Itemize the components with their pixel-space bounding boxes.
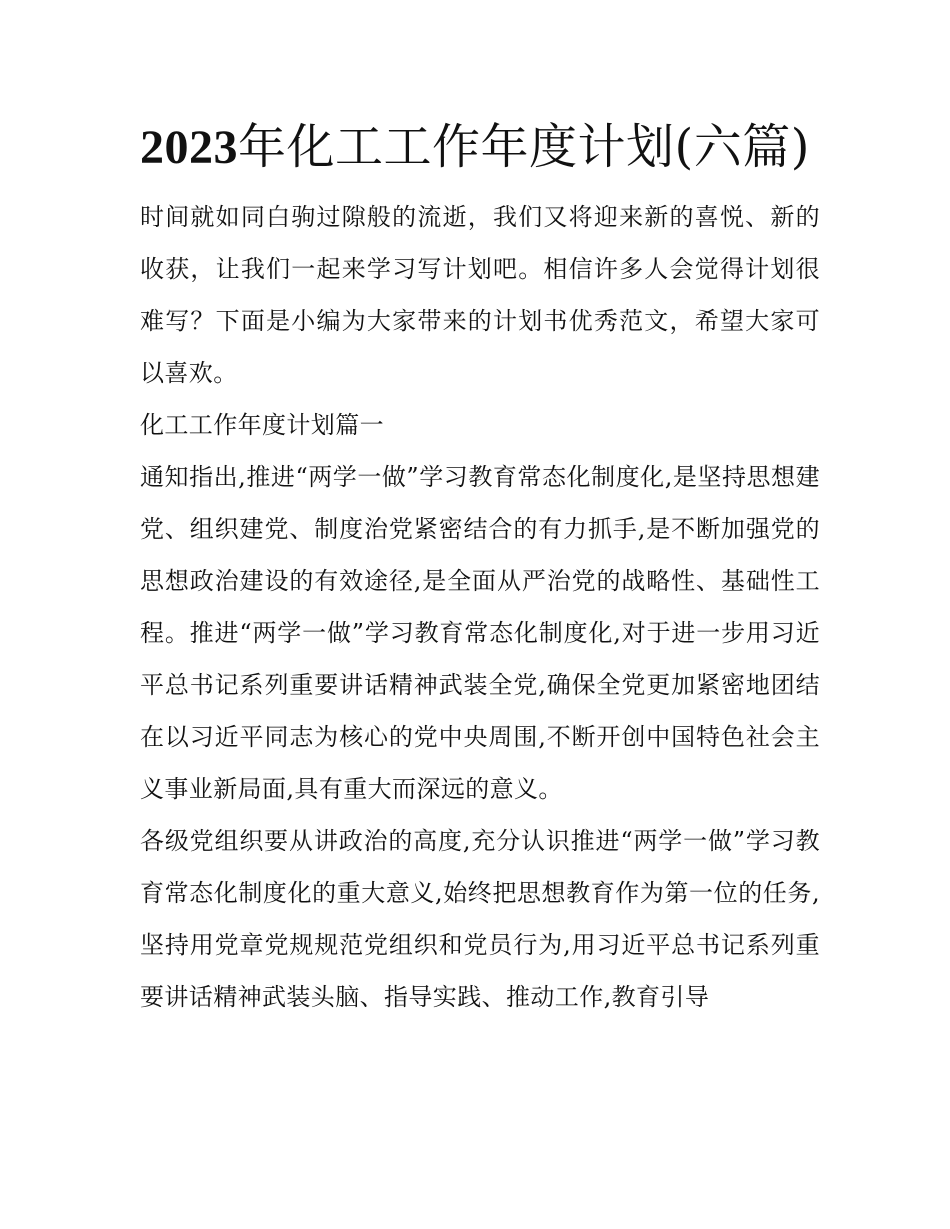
body-paragraph: 各级党组织要从讲政治的高度,充分认识推进“两学一做”学习教育常态化制度化的重大意义,始终把思想教育作为第一位的任务,坚持用党章党规规范党组织和党员行为,用习近平总书记系列重要讲话精神武装头脑、指导实践、推动工作,教育引导 — [140, 827, 820, 1011]
title-text: 年化工工作年度计划(六篇) — [238, 119, 810, 175]
title-year: 2023 — [140, 121, 238, 174]
section-heading: 化工工作年度计划篇一 — [140, 411, 384, 439]
body-paragraph: 通知指出,推进“两学一做”学习教育常态化制度化,是坚持思想建党、组织建党、制度治党紧密结合的有力抓手,是不断加强党的思想政治建设的有效途径,是全面从严治党的战略性、基础性工程。推进“两学一做”学习教育常态化制度化,对于进一步用习近平总书记系列重要讲话精神武装全党,确保全党更加紧密地团结在以习近平同志为核心的党中央周围,不断开创中国特色社会主义事业新局面,具有重大而深远的意义。 — [140, 463, 820, 803]
document-title — [140, 108, 820, 187]
intro-paragraph: 时间就如同白驹过隙般的流逝，我们又将迎来新的喜悦、新的收获，让我们一起来学习写计划吧。相信许多人会觉得计划很难写？下面是小编为大家带来的计划书优秀范文，希望大家可以喜欢。 — [140, 203, 820, 387]
document-body — [140, 108, 820, 1023]
